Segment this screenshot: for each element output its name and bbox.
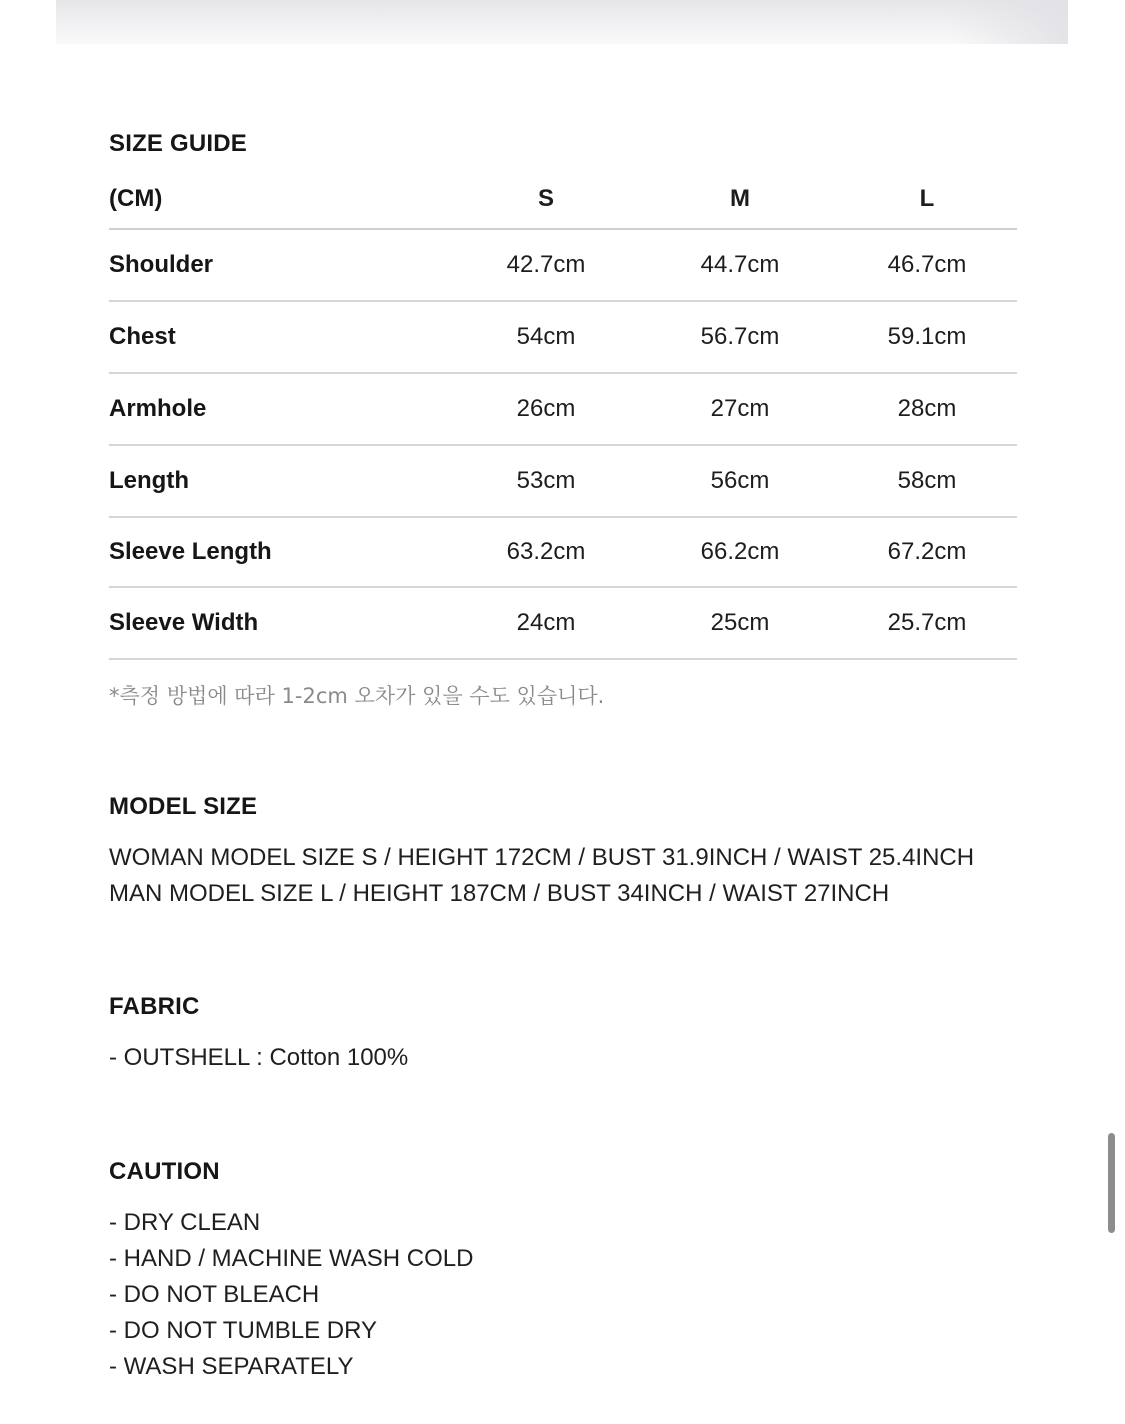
row-label: Armhole — [109, 395, 207, 422]
row-label: Sleeve Width — [109, 609, 259, 636]
model-size-man: MAN MODEL SIZE L / HEIGHT 187CM / BUST 34INCH / WAIST 27INCH — [109, 880, 890, 907]
scrollbar-thumb[interactable] — [1108, 1133, 1115, 1233]
row-value-m: 56.7cm — [700, 323, 780, 350]
caution-title: CAUTION — [109, 1158, 220, 1185]
size-guide-title: SIZE GUIDE — [109, 130, 248, 157]
size-header-m: M — [730, 185, 750, 212]
size-table-header — [109, 170, 1017, 230]
row-label: Length — [109, 467, 189, 494]
row-value-l: 59.1cm — [887, 323, 967, 350]
row-value-m: 56cm — [710, 467, 770, 494]
fabric-title: FABRIC — [109, 993, 200, 1020]
row-value-s: 24cm — [516, 609, 576, 636]
row-value-l: 58cm — [897, 467, 957, 494]
row-value-l: 46.7cm — [887, 251, 967, 278]
row-value-l: 28cm — [897, 395, 957, 422]
unit-label: (CM) — [109, 185, 163, 212]
row-value-l: 25.7cm — [887, 609, 967, 636]
caution-item: - DRY CLEAN — [109, 1209, 261, 1236]
row-label: Chest — [109, 323, 176, 350]
row-value-s: 42.7cm — [506, 251, 586, 278]
measurement-note: *측정 방법에 따라 1-2cm 오차가 있을 수도 있습니다. — [109, 684, 605, 708]
caution-item: - DO NOT TUMBLE DRY — [109, 1317, 378, 1344]
row-value-m: 66.2cm — [700, 538, 780, 565]
size-header-l: L — [919, 185, 935, 212]
row-label: Shoulder — [109, 251, 214, 278]
table-row-sleeve-length — [109, 518, 1017, 588]
row-value-m: 27cm — [710, 395, 770, 422]
row-value-s: 53cm — [516, 467, 576, 494]
table-row-sleeve-width — [109, 588, 1017, 660]
fabric-outshell: - OUTSHELL : Cotton 100% — [109, 1044, 409, 1071]
row-label: Sleeve Length — [109, 538, 272, 565]
table-row-armhole — [109, 374, 1017, 446]
model-size-title: MODEL SIZE — [109, 793, 258, 820]
table-row-chest — [109, 302, 1017, 374]
table-row-shoulder — [109, 230, 1017, 302]
table-row-length — [109, 446, 1017, 518]
row-value-m: 44.7cm — [700, 251, 780, 278]
caution-item: - DO NOT BLEACH — [109, 1281, 320, 1308]
model-size-woman: WOMAN MODEL SIZE S / HEIGHT 172CM / BUST 31.9INCH / WAIST 25.4INCH — [109, 844, 975, 871]
row-value-m: 25cm — [710, 609, 770, 636]
row-value-l: 67.2cm — [887, 538, 967, 565]
row-value-s: 54cm — [516, 323, 576, 350]
size-header-s: S — [537, 185, 554, 212]
row-value-s: 63.2cm — [506, 538, 586, 565]
caution-item: - HAND / MACHINE WASH COLD — [109, 1245, 474, 1272]
product-image-bottom-edge — [56, 0, 1068, 44]
size-table — [109, 170, 1017, 660]
row-value-s: 26cm — [516, 395, 576, 422]
caution-item: - WASH SEPARATELY — [109, 1353, 354, 1380]
